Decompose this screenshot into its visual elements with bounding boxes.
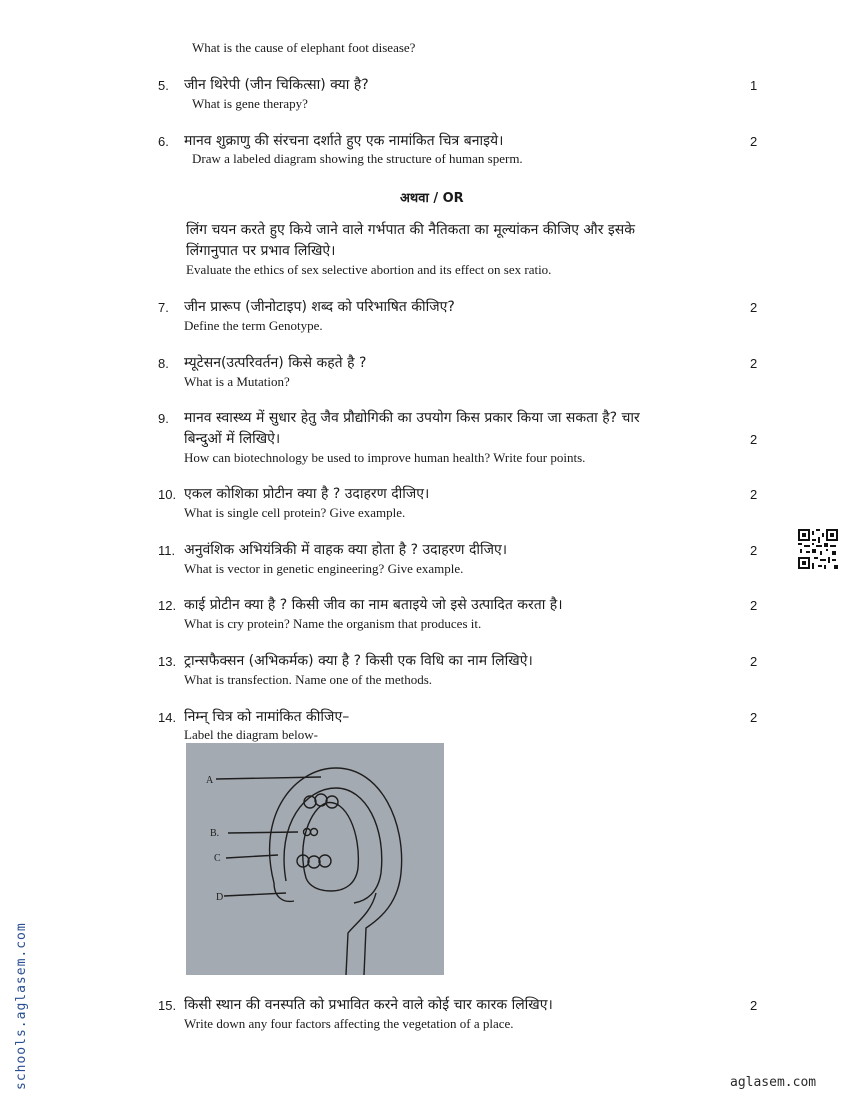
or-label: अथवा / OR <box>400 191 464 206</box>
or-question-english: Evaluate the ethics of sex selective abortion and its effect on sex ratio. <box>186 262 552 277</box>
or-question-hindi-line1: लिंग चयन करते हुए किये जाने वाले गर्भपात की नैतिकता का मूल्यांकन कीजिए और इसके <box>186 222 635 238</box>
question-english: Draw a labeled diagram showing the structure of human sperm. <box>192 151 523 166</box>
question-hindi: अनुवंशिक अभियंत्रिकी में वाहक क्या होता है ? उदाहरण दीजिए। <box>184 542 508 558</box>
question-english: Label the diagram below- <box>184 727 318 742</box>
question-number: 5. <box>158 78 169 93</box>
question-number: 14. <box>158 710 177 725</box>
question-number: 11. <box>158 543 176 558</box>
question-marks: 2 <box>750 998 758 1013</box>
qr-code-icon <box>798 529 838 569</box>
funiculus-line <box>346 893 376 975</box>
synergid-cell <box>319 855 331 867</box>
question-english: What is single cell protein? Give example. <box>184 505 406 520</box>
question-hindi-line1: मानव स्वास्थ्य में सुधार हेतु जैव प्रौद्योगिकी का उपयोग किस प्रकार किया जा सकता है? चार <box>184 410 640 426</box>
side-watermark: schools.aglasem.com <box>14 922 29 1090</box>
question-marks: 2 <box>750 487 758 502</box>
question-english: What is a Mutation? <box>184 374 290 389</box>
label-line-a <box>216 777 321 779</box>
question-english: What is gene therapy? <box>192 96 308 111</box>
or-question-hindi-line2: लिंगानुपात पर प्रभाव लिखिऐ। <box>186 243 336 259</box>
question-hindi: काई प्रोटीन क्या है ? किसी जीव का नाम बताइये जो इसे उत्पादित करता है। <box>184 597 563 613</box>
question-number: 7. <box>158 300 169 315</box>
question-english: What is cry protein? Name the organism that produces it. <box>184 616 482 631</box>
question-marks: 2 <box>750 356 758 371</box>
diagram-label-a: A <box>206 775 214 786</box>
question-number: 8. <box>158 356 169 371</box>
question-english: Write down any four factors affecting the vegetation of a place. <box>184 1016 514 1031</box>
question-hindi: म्यूटेसन(उत्परिवर्तन) किसे कहते है ? <box>184 355 367 371</box>
question-english: How can biotechnology be used to improve human health? Write four points. <box>184 450 586 465</box>
question-number: 12. <box>158 598 177 613</box>
embryo-sac <box>303 803 359 891</box>
diagram-label-b: B. <box>210 828 220 839</box>
diagram-label-c: C <box>214 853 221 864</box>
question-marks: 2 <box>750 710 758 725</box>
question-hindi: मानव शुक्राणु की संरचना दर्शाते हुए एक नामांकित चित्र बनाइये। <box>184 133 504 149</box>
question-english: What is vector in genetic engineering? Give example. <box>184 561 464 576</box>
question-number: 13. <box>158 654 177 669</box>
question-marks: 2 <box>750 654 758 669</box>
ovule-sketch <box>186 743 444 975</box>
intro-question-en: What is the cause of elephant foot disease? <box>192 40 416 55</box>
footer-watermark: aglasem.com <box>730 1075 817 1090</box>
question-hindi: जीन थिरेपी (जीन चिकित्सा) क्या है? <box>184 77 369 93</box>
question-hindi: ट्रान्सफैक्सन (अभिकर्मक) क्या है ? किसी एक विधि का नाम लिखिऐ। <box>184 653 533 669</box>
question-english: Define the term Genotype. <box>184 318 323 333</box>
question-number: 15. <box>158 998 177 1013</box>
label-line-b <box>228 832 298 833</box>
question-marks: 2 <box>750 300 758 315</box>
question-marks: 2 <box>750 543 758 558</box>
question-number: 10. <box>158 487 177 502</box>
question-marks: 2 <box>750 432 758 447</box>
question-hindi: जीन प्रारूप (जीनोटाइप) शब्द को परिभाषित कीजिए? <box>184 299 455 315</box>
polar-nucleus <box>311 829 318 836</box>
ovule-diagram <box>186 743 444 975</box>
question-hindi: निम्न् चित्र को नामांकित कीजिए– <box>184 709 350 725</box>
question-hindi: एकल कोशिका प्रोटीन क्या है ? उदाहरण दीजिए। <box>184 486 430 502</box>
antipodal-cell <box>315 794 327 806</box>
question-hindi: किसी स्थान की वनस्पति को प्रभावित करने वाले कोई चार कारक लिखिए। <box>184 997 553 1013</box>
question-marks: 2 <box>750 134 758 149</box>
question-english: What is transfection. Name one of the methods. <box>184 672 433 687</box>
outer-integument-base <box>274 883 294 901</box>
question-number: 9. <box>158 411 169 426</box>
question-hindi-line2: बिन्दुओं में लिखिऐ। <box>184 431 281 447</box>
question-number: 6. <box>158 134 169 149</box>
egg-cell <box>308 856 320 868</box>
inner-integument-line <box>284 788 382 903</box>
question-marks: 1 <box>750 78 758 93</box>
diagram-label-d: D <box>216 892 224 903</box>
question-marks: 2 <box>750 598 758 613</box>
